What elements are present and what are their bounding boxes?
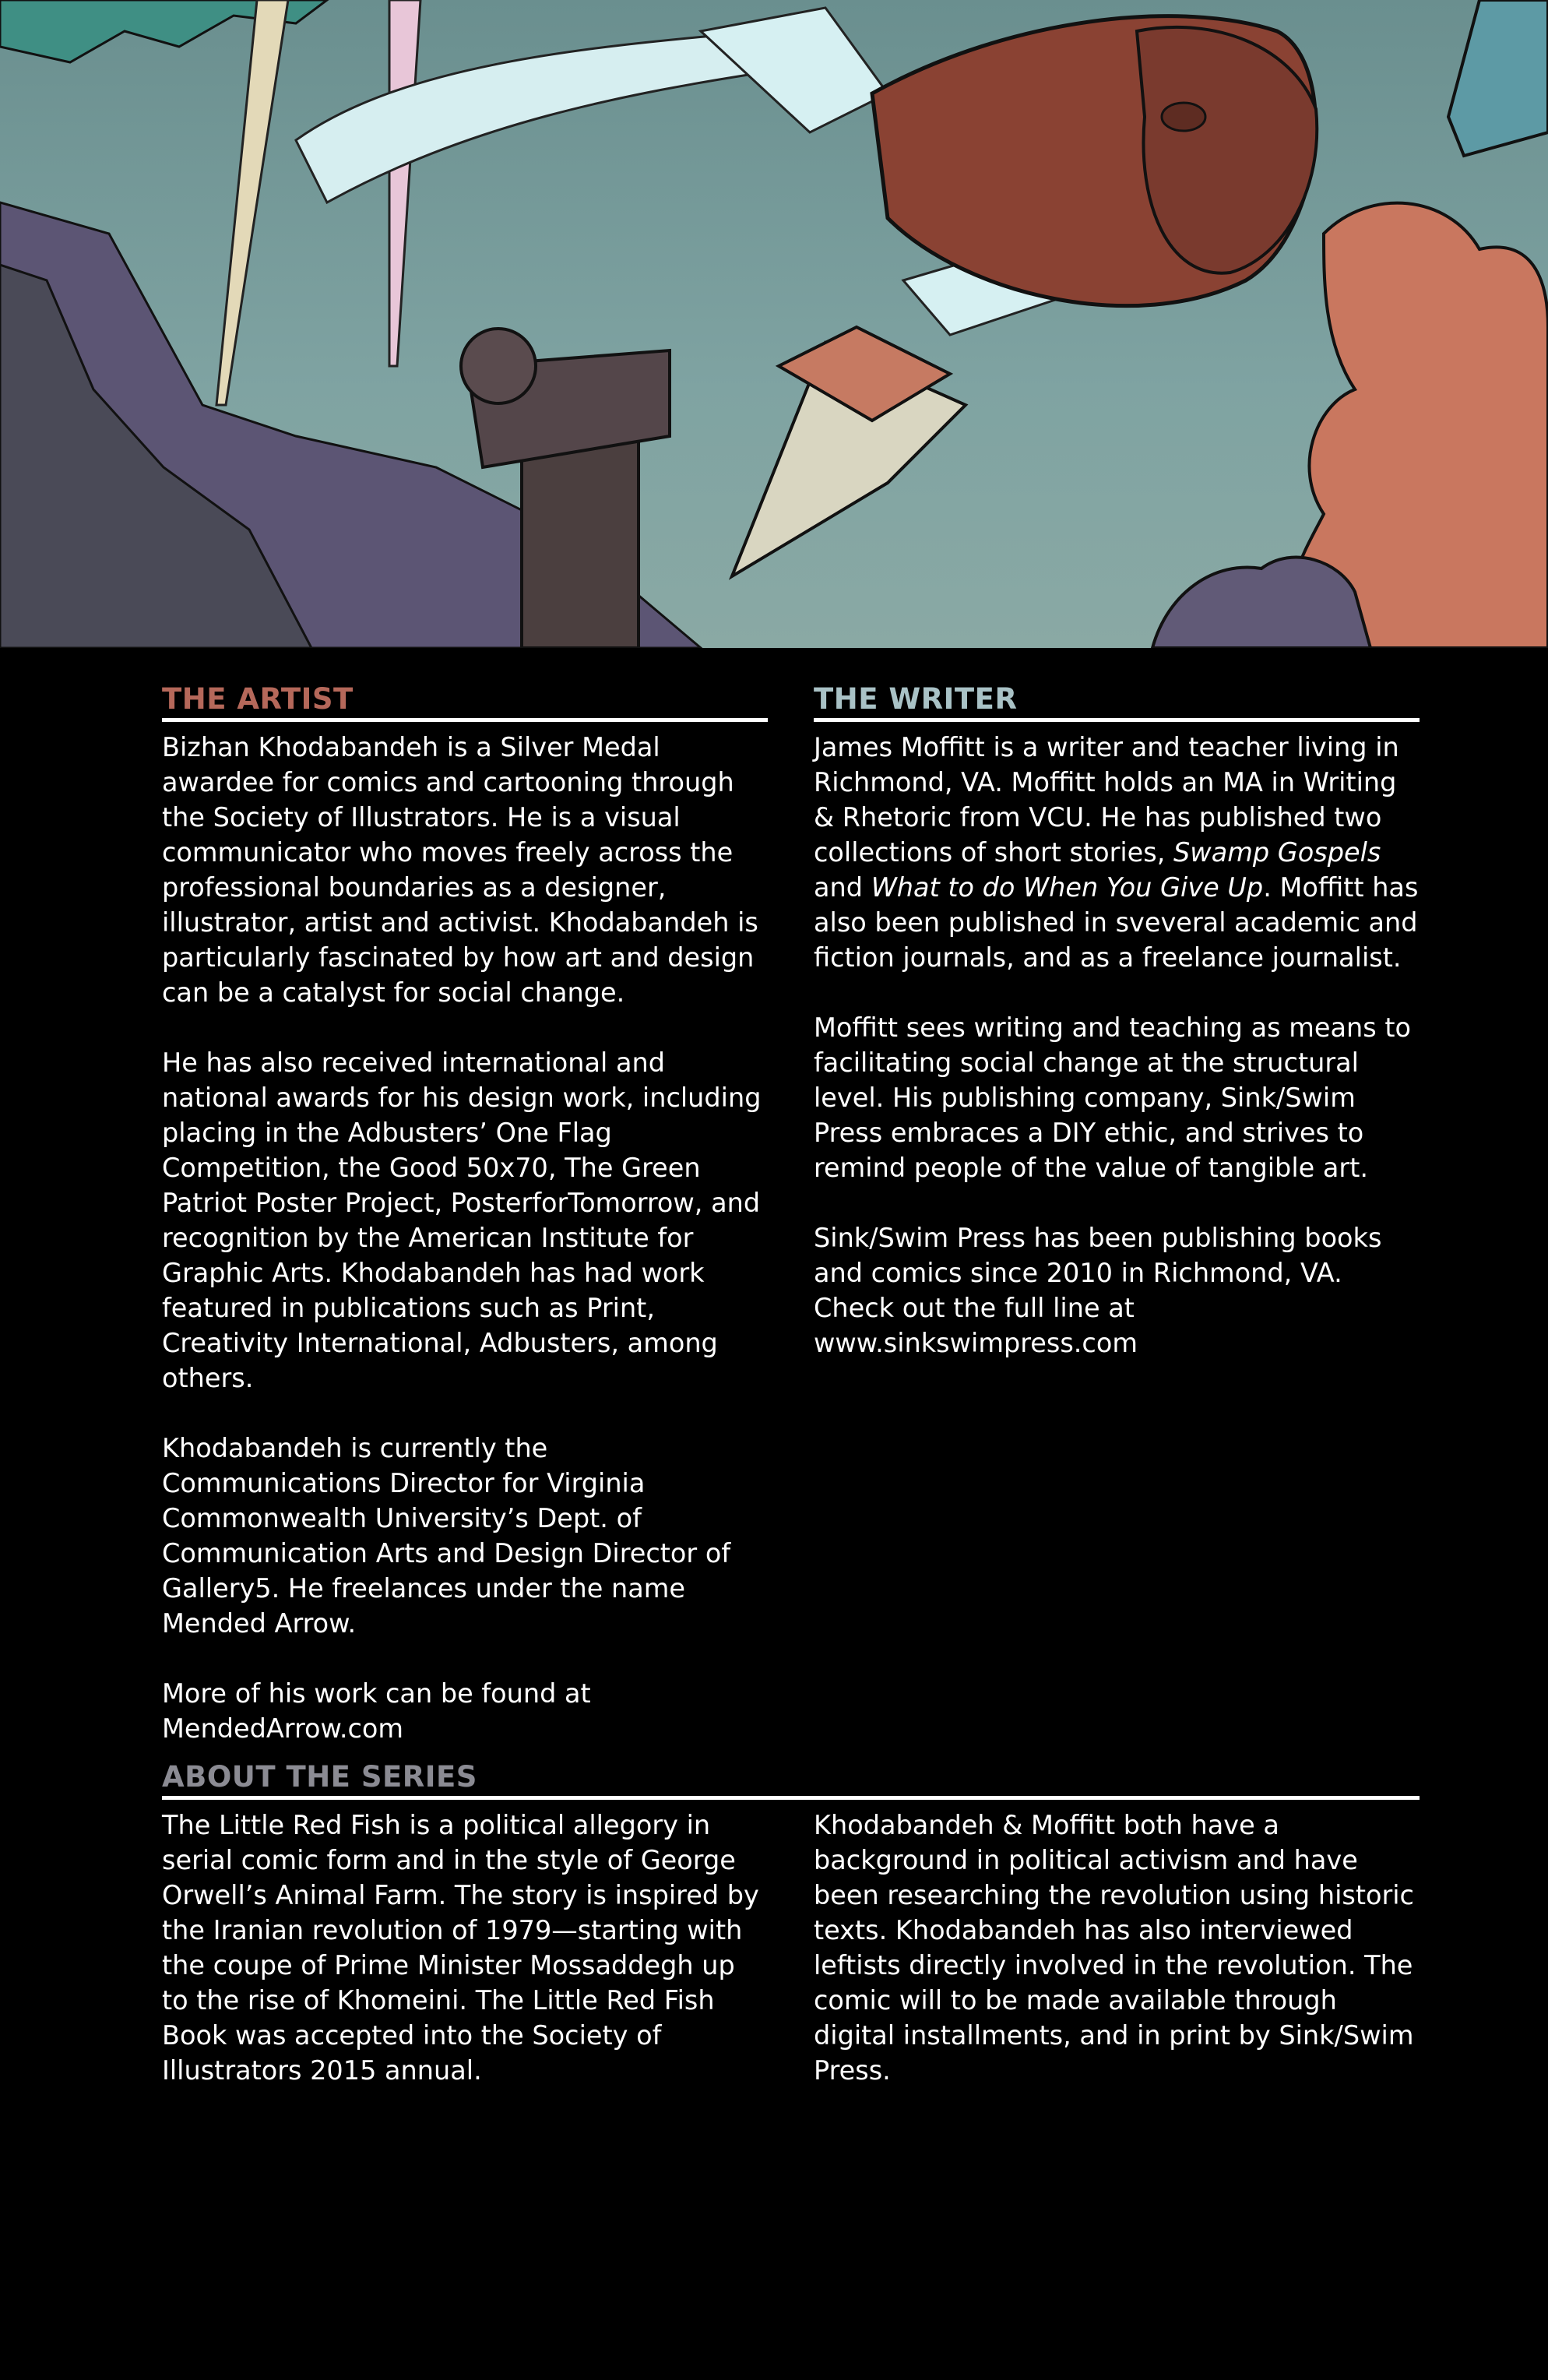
series-heading-rule — [162, 1796, 1420, 1800]
series-section — [162, 1760, 1420, 2119]
artist-bio — [162, 730, 768, 1746]
writer-section — [814, 682, 1420, 1361]
series-heading: ABOUT THE SERIES — [162, 1760, 477, 1794]
book-title-swamp-gospels: Swamp Gospels — [1173, 837, 1381, 868]
writer-text: and — [814, 872, 871, 903]
cover-illustration — [0, 0, 1548, 648]
fish-illustration — [0, 0, 1548, 648]
artist-paragraph: Bizhan Khodabandeh is a Silver Medal awardee for comics and cartooning through the Society of Illustrators. He is a visual communicator who moves freely across the professional boundaries as a designer, illustrator, artist and activist. Khodabandeh is particularly fascinated by how art and design can be a catalyst for social change. — [162, 732, 758, 1008]
artist-paragraph: Khodabandeh is currently the Communications Director for Virginia Commonwealth University’s Dept. of Communication Arts and Design Director of Gallery5. He freelances under the name Mended Arrow. — [162, 1433, 731, 1639]
artist-section — [162, 682, 768, 1746]
writer-heading: THE WRITER — [814, 682, 1018, 716]
writer-paragraph: Sink/Swim Press has been publishing books and comics since 2010 in Richmond, VA. Check out the full line at www.sinkswimpress.com — [814, 1223, 1382, 1358]
series-right-text: Khodabandeh & Moffitt both have a background in political activism and have been researching the revolution using historic texts. Khodabandeh has also interviewed leftists directly involved in the revolution. The comic will to be made available through digital installments, and in print by Sink/Swim Press. — [814, 1810, 1414, 2086]
writer-text: . Moffitt has also been published in sveveral academic and fiction journals, and as a freelance journalist. — [814, 872, 1419, 973]
artist-heading: THE ARTIST — [162, 682, 354, 716]
book-title-what-to-do: What to do When You Give Up — [871, 872, 1264, 903]
series-columns — [162, 1808, 1420, 2119]
writer-paragraph — [814, 730, 1420, 975]
writer-heading-rule — [814, 718, 1420, 722]
artist-heading-rule — [162, 718, 768, 722]
series-left-text: The Little Red Fish is a political allegory in serial comic form and in the style of George Orwell’s Animal Farm. The story is inspired by the Iranian revolution of 1979—starting with the coupe of Prime Minister Mossaddegh up to the rise of Khomeini. The Little Red Fish Book was accepted into the Society of Illustrators 2015 annual. — [162, 1810, 759, 2086]
artist-paragraph: More of his work can be found at MendedArrow.com — [162, 1678, 591, 1744]
writer-paragraph: Moffitt sees writing and teaching as means to facilitating social change at the structural level. His publishing company, Sink/Swim Press embraces a DIY ethic, and strives to remind people of the value of tangible art. — [814, 1012, 1411, 1183]
writer-text: James Moffitt is a writer and teacher living in Richmond, VA. Moffitt holds an MA in Writing & Rhetoric from VCU. He has published two collections of short stories, — [814, 732, 1399, 868]
writer-bio — [814, 730, 1420, 1361]
artist-paragraph: He has also received international and national awards for his design work, including placing in the Adbusters’ One Flag Competition, the Good 50x70, The Green Patriot Poster Project, PosterforTomorrow, and recognition by the American Institute for Graphic Arts. Khodabandeh has had work featured in publications such as Print, Creativity International, Adbusters, among others. — [162, 1047, 762, 1393]
